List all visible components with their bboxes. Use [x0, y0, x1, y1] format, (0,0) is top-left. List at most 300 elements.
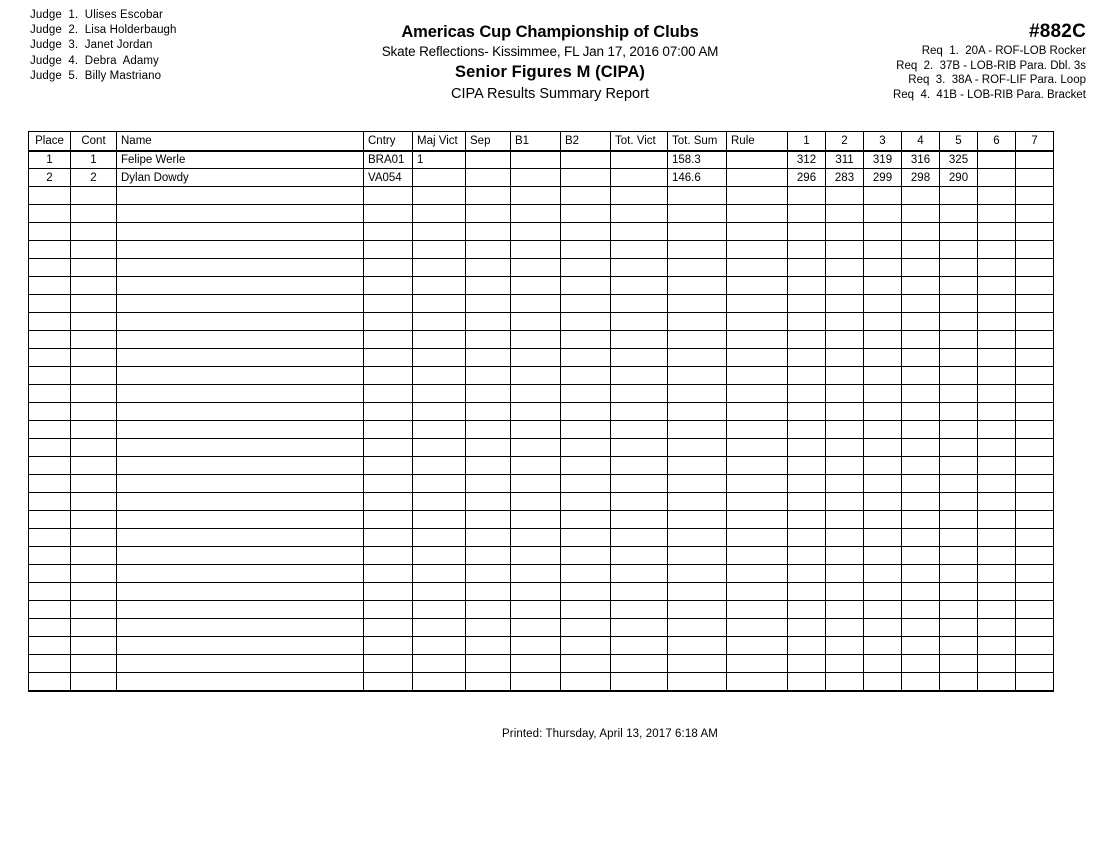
- cell-j1-empty: [788, 223, 826, 241]
- column-header-maj_vict: Maj Vict: [413, 132, 466, 151]
- cell-name-empty: [117, 259, 364, 277]
- requirement-line: Req 4. 41B - LOB-RIB Para. Bracket: [892, 88, 1086, 101]
- cell-j7-empty: [1016, 385, 1054, 403]
- cell-j5-empty: [940, 295, 978, 313]
- cell-j5-empty: [940, 331, 978, 349]
- cell-b1-empty: [511, 547, 561, 565]
- cell-j1-empty: [788, 619, 826, 637]
- judge-line: Judge 2. Lisa Holderbaugh: [30, 24, 177, 37]
- cell-place-empty: [29, 205, 71, 223]
- cell-j2-empty: [826, 241, 864, 259]
- cell-sep-empty: [466, 421, 511, 439]
- cell-j7-empty: [1016, 673, 1054, 691]
- cell-j3-empty: [864, 367, 902, 385]
- cell-b2-empty: [561, 457, 611, 475]
- cell-b2: [561, 169, 611, 187]
- cell-b2-empty: [561, 403, 611, 421]
- cell-j4-empty: [902, 277, 940, 295]
- cell-tot_vict: [611, 151, 668, 169]
- cell-place-empty: [29, 313, 71, 331]
- cell-maj_vict: [413, 169, 466, 187]
- requirement-line: Req 1. 20A - ROF-LOB Rocker: [921, 45, 1086, 57]
- cell-rule-empty: [727, 673, 788, 691]
- cell-j2-empty: [826, 187, 864, 205]
- cell-j3-empty: [864, 241, 902, 259]
- cell-j6-empty: [978, 403, 1016, 421]
- cell-name-empty: [117, 583, 364, 601]
- cell-j2: 311: [826, 151, 864, 169]
- cell-maj_vict-empty: [413, 511, 466, 529]
- cell-j5-empty: [940, 601, 978, 619]
- cell-j2-empty: [826, 565, 864, 583]
- cell-sep-empty: [466, 457, 511, 475]
- cell-maj_vict-empty: [413, 529, 466, 547]
- cell-tot_sum-empty: [668, 547, 727, 565]
- cell-b1-empty: [511, 421, 561, 439]
- cell-b1: [511, 151, 561, 169]
- cell-maj_vict-empty: [413, 367, 466, 385]
- cell-j5-empty: [940, 277, 978, 295]
- cell-j7-empty: [1016, 205, 1054, 223]
- cell-tot_vict-empty: [611, 403, 668, 421]
- cell-cont: 1: [71, 151, 117, 169]
- cell-b2-empty: [561, 655, 611, 673]
- cell-maj_vict-empty: [413, 313, 466, 331]
- cell-j1-empty: [788, 367, 826, 385]
- cell-sep-empty: [466, 367, 511, 385]
- table-row-empty: [29, 637, 1054, 655]
- cell-b2-empty: [561, 205, 611, 223]
- cell-sep-empty: [466, 565, 511, 583]
- cell-j1-empty: [788, 187, 826, 205]
- cell-j1-empty: [788, 601, 826, 619]
- cell-tot_vict-empty: [611, 493, 668, 511]
- column-header-b1: B1: [511, 132, 561, 151]
- cell-b1-empty: [511, 277, 561, 295]
- cell-cont-empty: [71, 403, 117, 421]
- cell-j6-empty: [978, 241, 1016, 259]
- cell-j3-empty: [864, 439, 902, 457]
- cell-j4-empty: [902, 601, 940, 619]
- cell-j5-empty: [940, 565, 978, 583]
- cell-place-empty: [29, 259, 71, 277]
- cell-tot_sum-empty: [668, 277, 727, 295]
- cell-tot_sum-empty: [668, 205, 727, 223]
- cell-j5-empty: [940, 547, 978, 565]
- cell-b1-empty: [511, 655, 561, 673]
- cell-tot_sum-empty: [668, 601, 727, 619]
- cell-j2-empty: [826, 205, 864, 223]
- cell-j6-empty: [978, 601, 1016, 619]
- cell-b2-empty: [561, 673, 611, 691]
- cell-maj_vict-empty: [413, 241, 466, 259]
- judge-line: Judge 5. Billy Mastriano: [30, 69, 162, 82]
- cell-tot_sum-empty: [668, 403, 727, 421]
- cell-j3-empty: [864, 547, 902, 565]
- cell-j6-empty: [978, 223, 1016, 241]
- table-row-empty: [29, 421, 1054, 439]
- table-row-empty: [29, 277, 1054, 295]
- cell-j6-empty: [978, 511, 1016, 529]
- cell-j5: 290: [940, 169, 978, 187]
- cell-tot_vict-empty: [611, 259, 668, 277]
- cell-maj_vict-empty: [413, 565, 466, 583]
- cell-j3-empty: [864, 493, 902, 511]
- cell-j5-empty: [940, 403, 978, 421]
- cell-j3-empty: [864, 223, 902, 241]
- cell-j3-empty: [864, 673, 902, 691]
- cell-maj_vict-empty: [413, 331, 466, 349]
- cell-j2-empty: [826, 619, 864, 637]
- cell-j4-empty: [902, 223, 940, 241]
- cell-j5-empty: [940, 529, 978, 547]
- cell-j3: 319: [864, 151, 902, 169]
- cell-cont-empty: [71, 583, 117, 601]
- cell-place-empty: [29, 241, 71, 259]
- cell-maj_vict-empty: [413, 601, 466, 619]
- cell-cntry: VA054: [364, 169, 413, 187]
- table-row-empty: [29, 457, 1054, 475]
- cell-cont-empty: [71, 493, 117, 511]
- column-header-cont: Cont: [71, 132, 117, 151]
- cell-j6-empty: [978, 457, 1016, 475]
- cell-name-empty: [117, 655, 364, 673]
- cell-cont-empty: [71, 241, 117, 259]
- cell-j4-empty: [902, 475, 940, 493]
- cell-j4-empty: [902, 367, 940, 385]
- cell-name-empty: [117, 295, 364, 313]
- cell-rule-empty: [727, 583, 788, 601]
- cell-j4-empty: [902, 619, 940, 637]
- cell-sep-empty: [466, 655, 511, 673]
- cell-j1-empty: [788, 439, 826, 457]
- cell-b1-empty: [511, 583, 561, 601]
- cell-maj_vict-empty: [413, 637, 466, 655]
- cell-cont-empty: [71, 655, 117, 673]
- cell-j4-empty: [902, 349, 940, 367]
- cell-place-empty: [29, 601, 71, 619]
- column-header-tot_vict: Tot. Vict: [611, 132, 668, 151]
- cell-cntry-empty: [364, 421, 413, 439]
- table-row-empty: [29, 367, 1054, 385]
- cell-b1: [511, 169, 561, 187]
- cell-b1-empty: [511, 529, 561, 547]
- cell-j2-empty: [826, 493, 864, 511]
- cell-b2-empty: [561, 511, 611, 529]
- cell-tot_sum-empty: [668, 565, 727, 583]
- cell-j5-empty: [940, 205, 978, 223]
- column-header-j6: 6: [978, 132, 1016, 151]
- cell-maj_vict-empty: [413, 583, 466, 601]
- cell-j7-empty: [1016, 583, 1054, 601]
- cell-rule-empty: [727, 367, 788, 385]
- cell-j4-empty: [902, 385, 940, 403]
- cell-j4-empty: [902, 259, 940, 277]
- cell-place-empty: [29, 187, 71, 205]
- cell-j4-empty: [902, 439, 940, 457]
- cell-j7-empty: [1016, 547, 1054, 565]
- cell-j1-empty: [788, 277, 826, 295]
- column-header-name: Name: [117, 132, 364, 151]
- cell-b1-empty: [511, 331, 561, 349]
- cell-b2-empty: [561, 259, 611, 277]
- cell-rule-empty: [727, 403, 788, 421]
- cell-place-empty: [29, 475, 71, 493]
- cell-cntry-empty: [364, 223, 413, 241]
- cell-j6-empty: [978, 565, 1016, 583]
- cell-place-empty: [29, 673, 71, 691]
- cell-j3-empty: [864, 529, 902, 547]
- cell-tot_sum-empty: [668, 475, 727, 493]
- cell-name-empty: [117, 277, 364, 295]
- cell-b2: [561, 151, 611, 169]
- cell-rule-empty: [727, 637, 788, 655]
- cell-tot_sum-empty: [668, 313, 727, 331]
- cell-name-empty: [117, 457, 364, 475]
- cell-j1-empty: [788, 421, 826, 439]
- cell-place-empty: [29, 655, 71, 673]
- cell-j2-empty: [826, 529, 864, 547]
- table-row-empty: [29, 493, 1054, 511]
- cell-place: 2: [29, 169, 71, 187]
- cell-rule-empty: [727, 385, 788, 403]
- cell-j5-empty: [940, 349, 978, 367]
- cell-sep-empty: [466, 223, 511, 241]
- cell-j4-empty: [902, 205, 940, 223]
- cell-j6-empty: [978, 547, 1016, 565]
- cell-name: Dylan Dowdy: [117, 169, 364, 187]
- cell-sep-empty: [466, 277, 511, 295]
- cell-j6-empty: [978, 421, 1016, 439]
- cell-b2-empty: [561, 439, 611, 457]
- cell-cont-empty: [71, 475, 117, 493]
- cell-j3-empty: [864, 511, 902, 529]
- cell-place-empty: [29, 385, 71, 403]
- cell-j3-empty: [864, 331, 902, 349]
- cell-j5-empty: [940, 511, 978, 529]
- cell-place-empty: [29, 421, 71, 439]
- cell-place-empty: [29, 529, 71, 547]
- cell-cntry-empty: [364, 187, 413, 205]
- cell-j5-empty: [940, 457, 978, 475]
- cell-sep-empty: [466, 331, 511, 349]
- cell-name-empty: [117, 601, 364, 619]
- cell-cont-empty: [71, 547, 117, 565]
- cell-cntry-empty: [364, 457, 413, 475]
- cell-b1-empty: [511, 223, 561, 241]
- cell-name-empty: [117, 187, 364, 205]
- cell-j3-empty: [864, 583, 902, 601]
- cell-tot_vict-empty: [611, 223, 668, 241]
- cell-j2-empty: [826, 331, 864, 349]
- cell-j4: 316: [902, 151, 940, 169]
- cell-j6-empty: [978, 187, 1016, 205]
- cell-tot_vict-empty: [611, 655, 668, 673]
- cell-j7-empty: [1016, 565, 1054, 583]
- cell-j4-empty: [902, 313, 940, 331]
- cell-j7-empty: [1016, 349, 1054, 367]
- cell-cont-empty: [71, 349, 117, 367]
- cell-name-empty: [117, 619, 364, 637]
- cell-j2-empty: [826, 367, 864, 385]
- cell-j6: [978, 151, 1016, 169]
- cell-name-empty: [117, 529, 364, 547]
- cell-j3-empty: [864, 205, 902, 223]
- cell-j5-empty: [940, 385, 978, 403]
- cell-sep-empty: [466, 439, 511, 457]
- cell-j4-empty: [902, 457, 940, 475]
- column-header-j7: 7: [1016, 132, 1054, 151]
- cell-j2-empty: [826, 223, 864, 241]
- cell-name-empty: [117, 223, 364, 241]
- cell-j3-empty: [864, 655, 902, 673]
- cell-name-empty: [117, 475, 364, 493]
- cell-b1-empty: [511, 385, 561, 403]
- cell-tot_vict-empty: [611, 205, 668, 223]
- cell-j7-empty: [1016, 439, 1054, 457]
- cell-tot_sum-empty: [668, 367, 727, 385]
- cell-place-empty: [29, 295, 71, 313]
- cell-place-empty: [29, 331, 71, 349]
- cell-j3-empty: [864, 295, 902, 313]
- results-table-body: [29, 151, 1054, 691]
- results-table: [28, 131, 1054, 692]
- cell-rule-empty: [727, 187, 788, 205]
- cell-j4-empty: [902, 673, 940, 691]
- cell-j1-empty: [788, 475, 826, 493]
- cell-j6-empty: [978, 205, 1016, 223]
- cell-tot_vict-empty: [611, 637, 668, 655]
- table-row-empty: [29, 259, 1054, 277]
- cell-maj_vict-empty: [413, 655, 466, 673]
- table-row-empty: [29, 619, 1054, 637]
- cell-j1-empty: [788, 295, 826, 313]
- cell-tot_vict-empty: [611, 565, 668, 583]
- cell-cont-empty: [71, 367, 117, 385]
- cell-cntry-empty: [364, 655, 413, 673]
- cell-j2-empty: [826, 583, 864, 601]
- cell-b2-empty: [561, 331, 611, 349]
- cell-j1-empty: [788, 205, 826, 223]
- cell-cntry-empty: [364, 439, 413, 457]
- cell-place-empty: [29, 619, 71, 637]
- cell-j3: 299: [864, 169, 902, 187]
- cell-b1-empty: [511, 475, 561, 493]
- table-row-empty: [29, 223, 1054, 241]
- cell-tot_sum-empty: [668, 187, 727, 205]
- cell-sep-empty: [466, 529, 511, 547]
- cell-place-empty: [29, 439, 71, 457]
- cell-j3-empty: [864, 403, 902, 421]
- cell-rule-empty: [727, 349, 788, 367]
- cell-cont-empty: [71, 277, 117, 295]
- cell-place-empty: [29, 511, 71, 529]
- cell-j1-empty: [788, 637, 826, 655]
- cell-rule-empty: [727, 565, 788, 583]
- cell-name-empty: [117, 403, 364, 421]
- table-row-empty: [29, 241, 1054, 259]
- cell-b2-empty: [561, 223, 611, 241]
- cell-tot_sum-empty: [668, 421, 727, 439]
- cell-j7-empty: [1016, 241, 1054, 259]
- cell-tot_sum: 158.3: [668, 151, 727, 169]
- cell-tot_vict-empty: [611, 673, 668, 691]
- table-row-empty: [29, 295, 1054, 313]
- cell-maj_vict-empty: [413, 547, 466, 565]
- cell-b1-empty: [511, 673, 561, 691]
- cell-j4-empty: [902, 331, 940, 349]
- cell-cntry-empty: [364, 475, 413, 493]
- cell-rule-empty: [727, 475, 788, 493]
- cell-cntry-empty: [364, 367, 413, 385]
- cell-b2-empty: [561, 493, 611, 511]
- cell-j2-empty: [826, 403, 864, 421]
- cell-tot_vict: [611, 169, 668, 187]
- cell-b1-empty: [511, 259, 561, 277]
- cell-tot_vict-empty: [611, 439, 668, 457]
- cell-j7: [1016, 169, 1054, 187]
- cell-cont-empty: [71, 457, 117, 475]
- cell-tot_vict-empty: [611, 511, 668, 529]
- cell-b2-empty: [561, 241, 611, 259]
- table-row-empty: [29, 565, 1054, 583]
- cell-b1-empty: [511, 493, 561, 511]
- cell-b1-empty: [511, 313, 561, 331]
- cell-j6-empty: [978, 385, 1016, 403]
- cell-rule-empty: [727, 493, 788, 511]
- cell-b2-empty: [561, 637, 611, 655]
- cell-tot_sum-empty: [668, 349, 727, 367]
- cell-j2: 283: [826, 169, 864, 187]
- cell-j4: 298: [902, 169, 940, 187]
- cell-b2-empty: [561, 475, 611, 493]
- cell-j6-empty: [978, 367, 1016, 385]
- cell-tot_vict-empty: [611, 241, 668, 259]
- cell-j3-empty: [864, 187, 902, 205]
- cell-cntry-empty: [364, 673, 413, 691]
- cell-maj_vict-empty: [413, 385, 466, 403]
- cell-cont-empty: [71, 421, 117, 439]
- cell-tot_vict-empty: [611, 295, 668, 313]
- cell-name-empty: [117, 637, 364, 655]
- cell-j7-empty: [1016, 223, 1054, 241]
- cell-b2-empty: [561, 583, 611, 601]
- cell-rule-empty: [727, 601, 788, 619]
- cell-b1-empty: [511, 187, 561, 205]
- cell-rule-empty: [727, 241, 788, 259]
- cell-j4-empty: [902, 565, 940, 583]
- cell-j5-empty: [940, 673, 978, 691]
- cell-tot_vict-empty: [611, 331, 668, 349]
- cell-j2-empty: [826, 475, 864, 493]
- cell-b1-empty: [511, 439, 561, 457]
- division-title: Senior Figures M (CIPA): [455, 63, 645, 81]
- cell-name-empty: [117, 331, 364, 349]
- cell-j2-empty: [826, 457, 864, 475]
- cell-sep-empty: [466, 241, 511, 259]
- cell-j3-empty: [864, 619, 902, 637]
- cell-rule-empty: [727, 205, 788, 223]
- cell-cntry-empty: [364, 331, 413, 349]
- cell-j6-empty: [978, 277, 1016, 295]
- cell-cntry: BRA01: [364, 151, 413, 169]
- cell-rule: [727, 169, 788, 187]
- cell-tot_vict-empty: [611, 529, 668, 547]
- cell-name-empty: [117, 547, 364, 565]
- cell-j5-empty: [940, 241, 978, 259]
- cell-place-empty: [29, 277, 71, 295]
- results-table-head: [29, 132, 1054, 151]
